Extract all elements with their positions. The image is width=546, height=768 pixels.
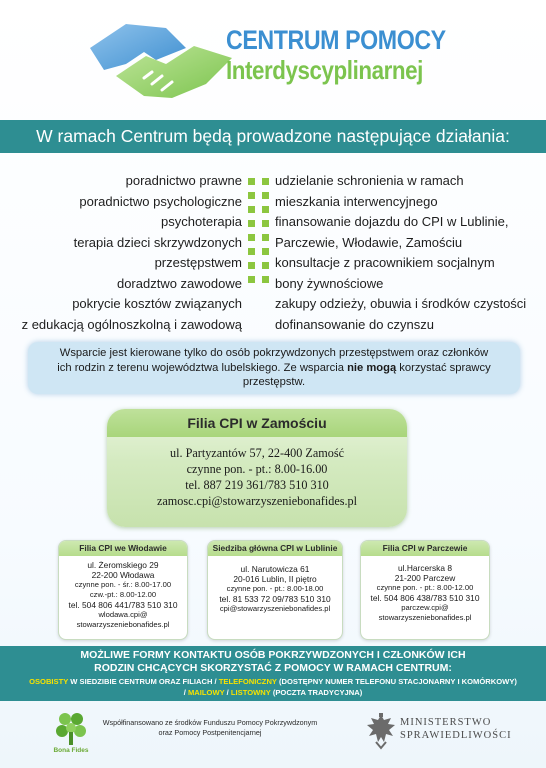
branch-heading: Siedziba główna CPI w Lublinie [208,541,342,556]
cofinancing-line: Współfinansowano ze środków Funduszu Pomocy Pokrzywdzonym [102,718,318,727]
bullet-marker [248,206,255,213]
branch-details [59,556,187,630]
contact-heading-line: MOŻLIWE FORMY KONTAKTU OSÓB POKRZYWDZONYCH I CZŁONKÓW ICH [80,649,466,661]
notice-line [28,361,520,376]
right-bullets [262,171,274,290]
activity-item: psychoterapia [161,214,242,229]
bullet-marker [248,262,255,269]
branch-line: 20-016 Lublin, II piętro [233,574,317,584]
actions-banner-text: W ramach Centrum będą prowadzone następujące działania: [36,126,510,146]
branch-line: 21-200 Parczew [394,573,456,583]
branch-line: tel. 504 806 441/783 510 310 [68,600,178,610]
notice-line: przestępstw. [242,376,306,388]
branch-line: czynne pon. - pt.: 8.00-18.00 [226,584,324,593]
branch-details [208,556,342,614]
contact-options-line [0,687,546,698]
office-address: ul. Partyzantów 57, 22-400 Zamość [170,446,344,460]
contact-option-desc: (DOSTĘPNY NUMER TELEFONU STACJONARNY I KOMÓRKOWY) [276,677,517,686]
bullet-marker [248,234,255,241]
main-office-heading: Filia CPI w Zamościu [107,409,407,437]
activity-item: udzielanie schronienia w ramach [275,173,464,188]
bullet-marker [262,276,269,283]
contact-options-line [0,676,546,687]
notice-emphasis: nie mogą [347,361,397,374]
contact-forms-band [0,646,546,701]
ministry-name [400,716,520,742]
contact-option-phone: TELEFONICZNY [218,677,277,686]
office-email[interactable]: zamosc.cpi@stowarzyszeniebonafides.pl [156,494,358,508]
contact-heading [0,649,546,675]
activities-right-list [275,171,540,335]
bullet-marker [248,276,255,283]
eligibility-notice [28,342,520,394]
branch-card-parczew [360,540,490,640]
branch-line: ul. Żeromskiego 29 [87,560,159,570]
branch-line: tel. 81 533 72 09/783 510 310 [219,594,331,604]
eagle-emblem-icon [364,712,398,750]
contact-option-desc: (POCZTA TRADYCYJNA) [270,688,363,697]
office-phone: tel. 887 219 361/783 510 310 [185,478,329,492]
activity-item: pokrycie kosztów związanych [72,296,242,311]
bullet-marker [262,220,269,227]
notice-line: Wsparcie jest kierowane tylko do osób pokrzywdzonych przestępstwem oraz członków [59,347,489,359]
branch-line: czynne pon. - pt.: 8.00-12.00 [376,583,474,592]
left-bullets [248,171,260,290]
main-office-card [107,409,407,527]
branch-line[interactable]: parczew.cpi@ [401,603,449,612]
contact-option-personal: OSOBISTY [29,677,69,686]
cofinancing-line: oraz Pomocy Postpenitencjarnej [158,727,262,737]
activity-item: doradztwo zawodowe [116,275,242,291]
activity-item: poradnictwo psychologiczne [79,193,242,209]
branch-line[interactable]: stowarzyszeniebonafides.pl [76,620,170,629]
branch-line: tel. 504 806 438/783 510 310 [370,593,480,603]
title-block [226,25,526,85]
bullet-marker [262,262,269,269]
branch-line: ul.Harcerska 8 [398,563,452,573]
bona-fides-label: Bona Fides [53,747,89,754]
bullet-marker [262,234,269,241]
bullet-marker [262,192,269,199]
bullet-marker [248,178,255,185]
activity-item: zakupy odzieży, obuwia i środków czystości [275,296,527,311]
contact-option-email: MAILOWY [187,688,225,697]
actions-banner [0,120,546,153]
activity-item: terapia dzieci skrzywdzonych [73,234,242,250]
branch-line: ul. Narutowicza 61 [240,564,310,574]
activity-item: finansowanie dojazdu do CPI w Lublinie, [275,214,509,229]
activity-item: mieszkania interwencyjnego [275,193,438,209]
main-office-details [107,445,407,509]
bullet-marker [248,192,255,199]
bullet-marker [248,220,255,227]
activity-item: przestępstwem [154,255,242,270]
notice-text: korzystać sprawcy [396,361,491,374]
branch-line: czw.-pt.: 8.00-12.00 [89,590,157,599]
activity-item: bony żywnościowe [275,275,384,291]
branch-line: 22-200 Włodawa [91,570,155,580]
handshake-icon [86,18,236,103]
bullet-marker [262,206,269,213]
activity-item: z edukacją ogólnoszkolną i zawodową [21,316,242,332]
office-hours: czynne pon. - pt.: 8.00-16.00 [186,462,328,476]
ministry-line: MINISTERSTWO [400,717,492,728]
contact-option-desc: W SIEDZIBIE CENTRUM ORAZ FILIACH / [68,677,219,686]
bullet-marker [262,248,269,255]
branch-heading: Filia CPI we Włodawie [59,541,187,556]
activities-left-list [20,171,242,335]
ministry-line: SPRAWIEDLIWOŚCI [400,730,512,741]
branch-card-lublin [207,540,343,640]
branch-line[interactable]: wlodawa.cpi@ [98,610,148,619]
branch-details [361,556,489,623]
branch-heading: Filia CPI w Parczewie [361,541,489,556]
notice-text: ich rodzin z terenu województwa lubelskiego. Ze wsparcia [57,361,348,374]
contact-heading-line: RODZIN CHCĄCYCH SKORZYSTAĆ Z POMOCY W RAMACH CENTRUM: [94,662,452,674]
bona-fides-logo-icon [54,710,88,746]
branch-line[interactable]: cpi@stowarzyszeniebonafides.pl [219,604,331,613]
bullet-marker [262,178,269,185]
branch-line[interactable]: stowarzyszeniebonafides.pl [378,613,472,622]
branch-card-wlodawa [58,540,188,640]
bullet-marker [248,248,255,255]
page-subtitle: Interdyscyplinarnej [226,55,423,85]
contact-option-letter: LISTOWNY [230,688,271,697]
cofinancing-note [100,718,320,737]
activity-item: dofinansowanie do czynszu [275,316,434,332]
branch-line: czynne pon. - śr.: 8.00-17.00 [74,580,172,589]
activity-item: konsultacje z pracownikiem socjalnym [275,255,495,270]
contact-separator: / [183,688,188,697]
contact-options [0,676,546,698]
activity-item: Parczewie, Włodawie, Zamościu [275,234,463,250]
page-title: CENTRUM POMOCY [226,25,446,55]
activity-item: poradnictwo prawne [125,173,242,188]
contact-separator: / [224,688,231,697]
